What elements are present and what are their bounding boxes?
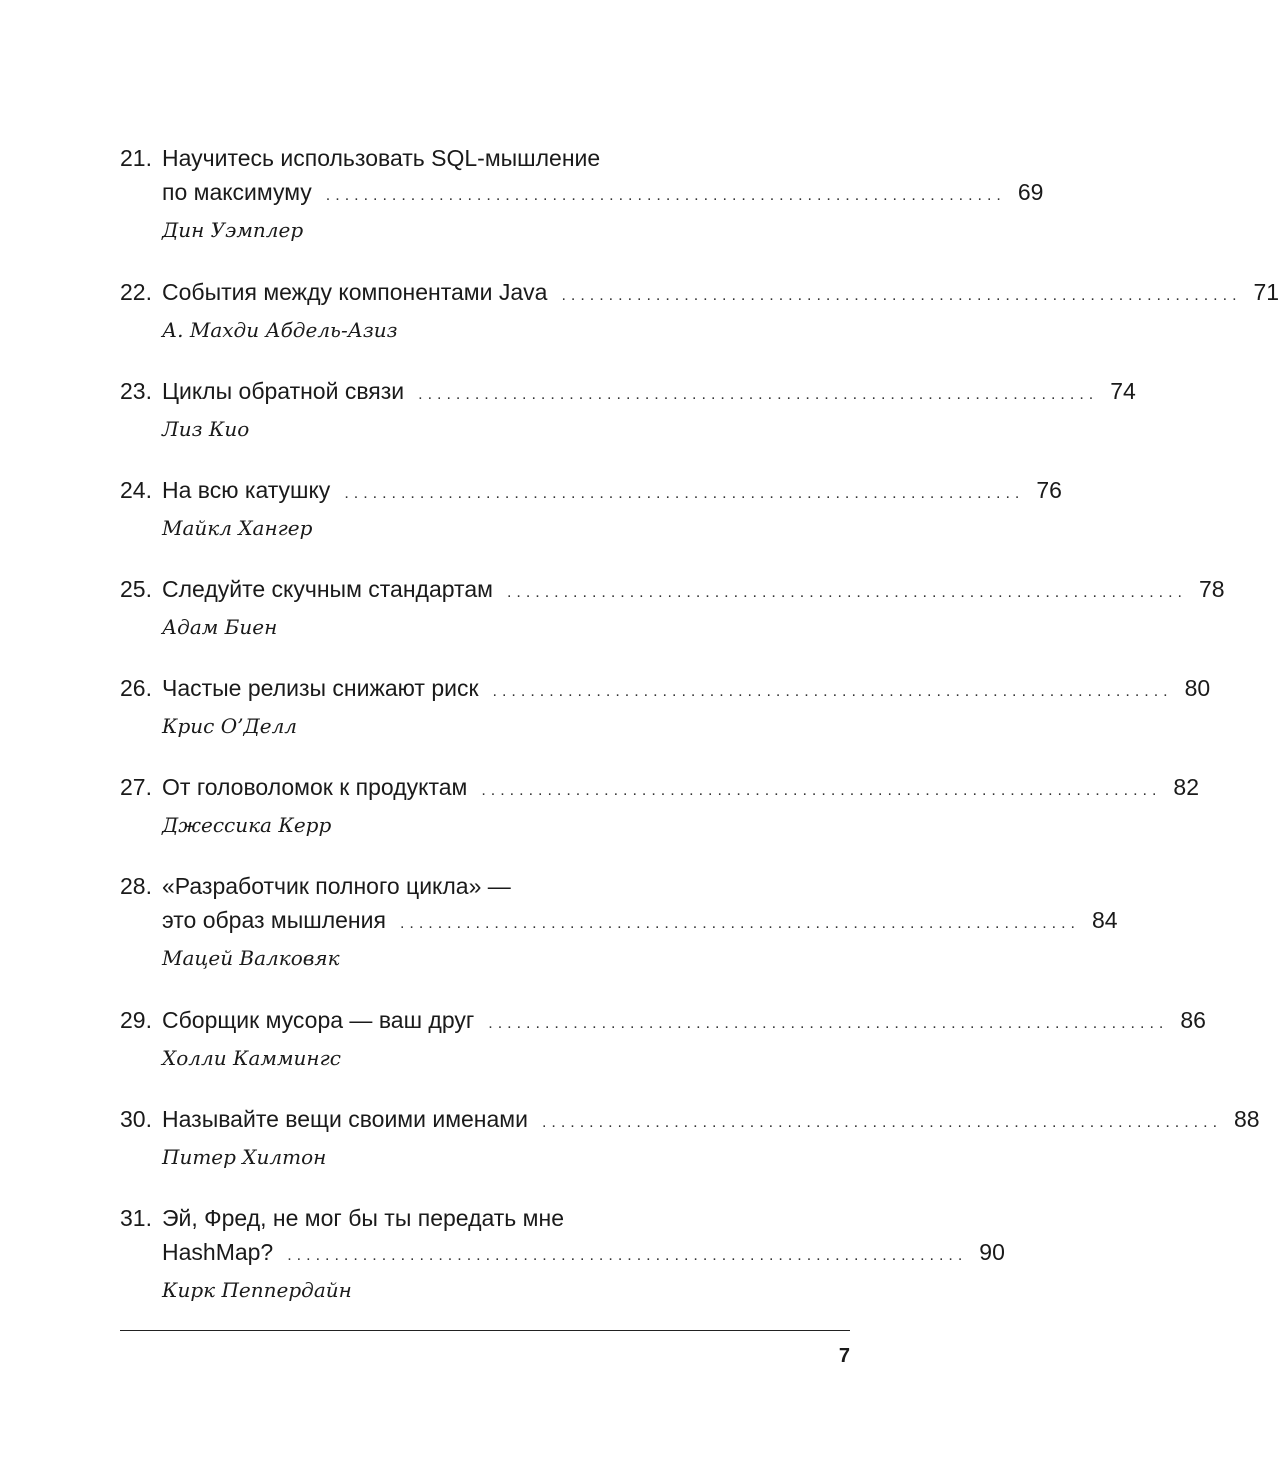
dot-leader: ........................................................................ [287, 1247, 968, 1264]
entry-author: Адам Биен [162, 615, 278, 639]
entry-title: Эй, Фред, не мог бы ты передать мне [162, 1205, 564, 1231]
entry-title: HashMap? [162, 1239, 274, 1265]
entry-page-number: 82 [1173, 774, 1199, 800]
entry-page-number: 76 [1036, 477, 1062, 503]
entry-title: События между компонентами Java [162, 279, 548, 305]
entry-title: Научитесь использовать SQL-мышление [162, 145, 601, 171]
entry-number: 23. [120, 378, 152, 404]
entry-number: 28. [120, 873, 152, 899]
dot-leader: ........................................................................ [418, 386, 1099, 403]
dot-leader: ........................................................................ [506, 584, 1187, 601]
dot-leader: ........................................................................ [399, 915, 1080, 932]
entry-author: Майкл Хангер [162, 516, 313, 540]
toc-entry [120, 869, 1118, 973]
entry-number: 26. [120, 675, 152, 701]
entry-author: Мацей Валковяк [162, 946, 340, 970]
entry-page-number: 74 [1110, 378, 1136, 404]
footer-rule [120, 1330, 850, 1331]
entry-title: От головоломок к продуктам [162, 774, 468, 800]
entry-author: Лиз Кио [162, 417, 250, 441]
entry-number: 30. [120, 1106, 152, 1132]
entry-page-number: 90 [979, 1239, 1005, 1265]
toc-entry [120, 374, 1136, 444]
entry-author: А. Махди Абдель-Азиз [162, 318, 398, 342]
toc-entry [120, 1102, 1260, 1172]
entry-number: 22. [120, 279, 152, 305]
entry-author: Джессика Керр [162, 813, 332, 837]
entry-title: Частые релизы снижают риск [162, 675, 479, 701]
toc-entry [120, 141, 1044, 245]
entry-title: Сборщик мусора — ваш друг [162, 1007, 475, 1033]
entry-number: 25. [120, 576, 152, 602]
entry-title: по максимуму [162, 179, 312, 205]
entry-title: Следуйте скучным стандартам [162, 576, 493, 602]
dot-leader: ........................................................................ [481, 782, 1162, 799]
entry-author: Кирк Пеппердайн [162, 1278, 352, 1302]
entry-page-number: 86 [1180, 1007, 1206, 1033]
toc-entry [120, 572, 1225, 642]
entry-page-number: 88 [1234, 1106, 1260, 1132]
entry-number: 21. [120, 145, 152, 171]
entry-author: Дин Уэмплер [162, 218, 304, 242]
entry-page-number: 80 [1184, 675, 1211, 701]
entry-author: Холли Каммингс [162, 1046, 341, 1070]
entry-number: 31. [120, 1205, 152, 1231]
page-number: 7 [838, 1345, 850, 1367]
toc-entry [120, 1201, 1005, 1305]
dot-leader: ........................................................................ [541, 1114, 1223, 1131]
entry-author: Питер Хилтон [162, 1145, 327, 1169]
entry-number: 27. [120, 774, 152, 800]
entry-title: Называйте вещи своими именами [162, 1106, 528, 1132]
toc-entry [120, 671, 1211, 741]
toc-entry [120, 275, 1279, 345]
toc-entry [120, 1003, 1206, 1073]
entry-page-number: 71 [1253, 279, 1279, 305]
entry-page-number: 78 [1199, 576, 1225, 602]
entry-title: Циклы обратной связи [162, 378, 405, 404]
entry-title: «Разработчик полного цикла» — [162, 873, 511, 899]
entry-page-number: 69 [1017, 179, 1044, 205]
dot-leader: ........................................................................ [488, 1015, 1169, 1032]
entry-title: На всю катушку [162, 477, 331, 503]
toc-entry [120, 770, 1199, 840]
dot-leader: ........................................................................ [492, 683, 1173, 700]
entry-author: Крис О’Делл [162, 714, 298, 738]
entry-title: это образ мышления [162, 907, 386, 933]
dot-leader: ........................................................................ [561, 287, 1242, 304]
entry-page-number: 84 [1092, 907, 1118, 933]
toc-entry [120, 473, 1062, 543]
dot-leader: ........................................................................ [325, 187, 1006, 204]
dot-leader: ........................................................................ [344, 485, 1025, 502]
entry-number: 29. [120, 1007, 152, 1033]
entry-number: 24. [120, 477, 152, 503]
